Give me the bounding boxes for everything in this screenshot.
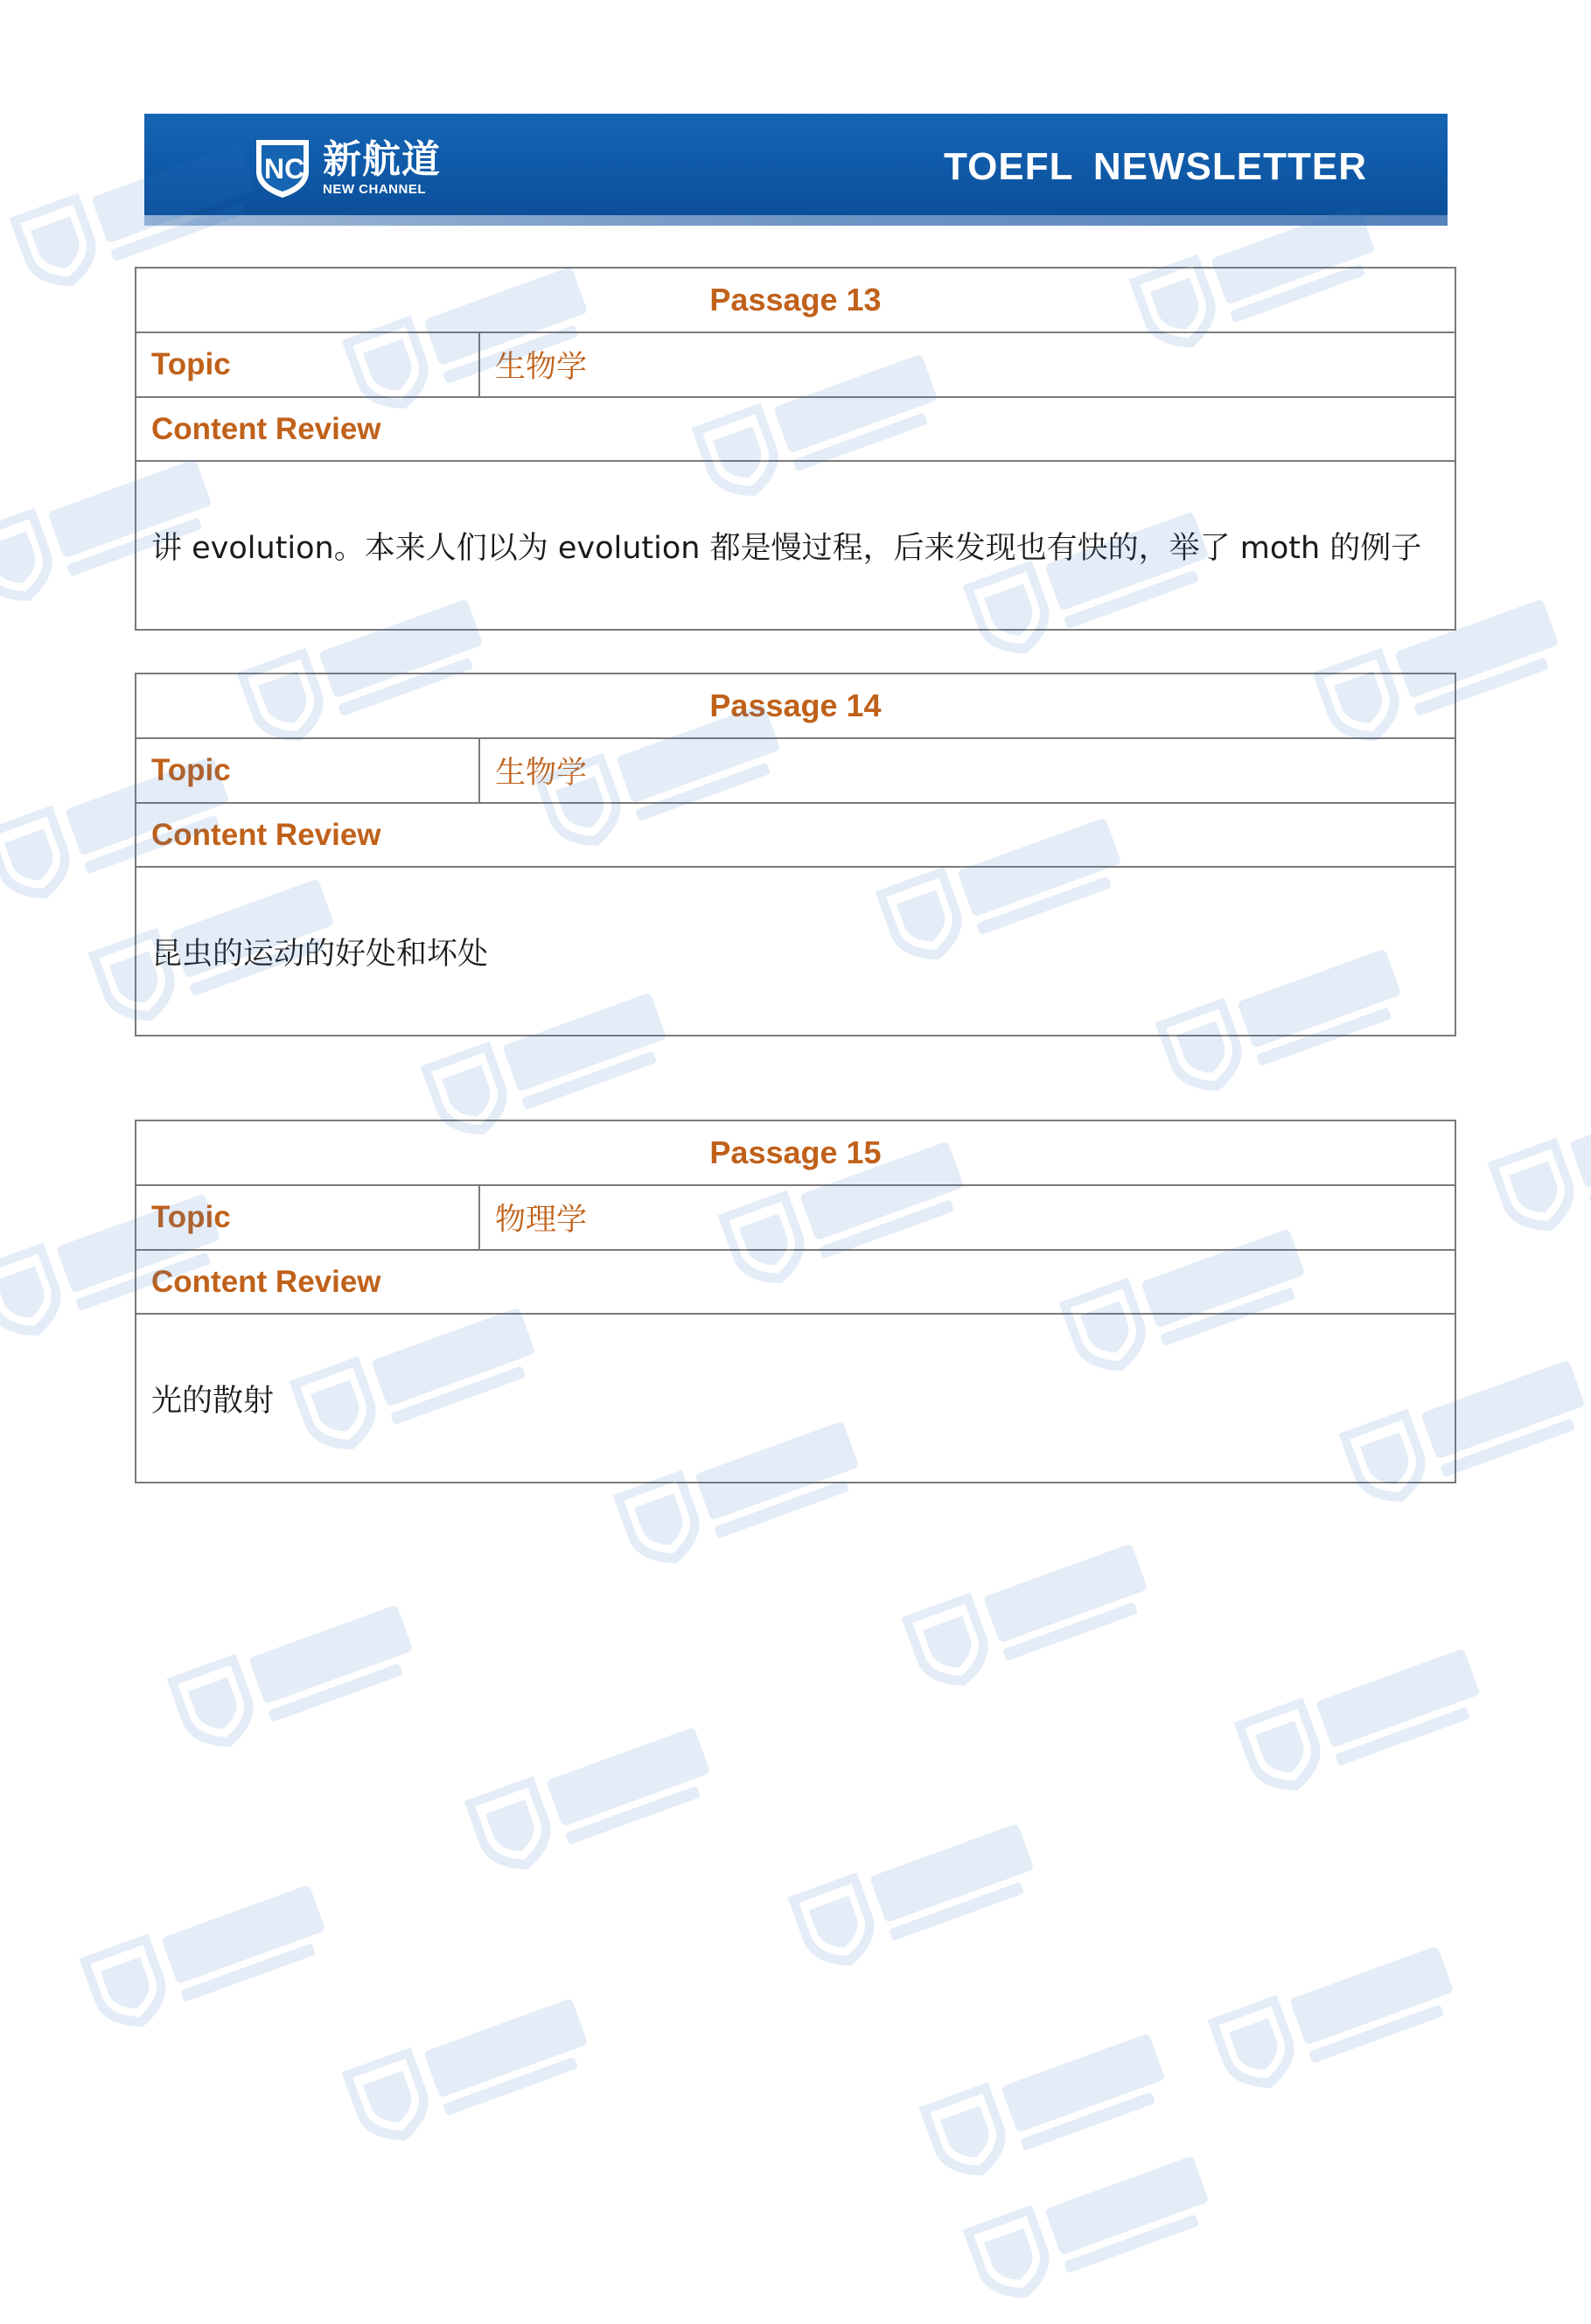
content-review-row (136, 398, 1455, 462)
nc-watermark-logo-icon (1196, 1918, 1481, 2115)
newsletter-title: TOEFL NEWSLETTER (944, 145, 1367, 188)
passage-title: Passage 14 (709, 687, 882, 723)
passage-table (135, 267, 1456, 631)
topic-value: 生物学 (495, 350, 588, 385)
nc-watermark-logo-icon (951, 2128, 1236, 2324)
nc-watermark-logo-icon (330, 1971, 615, 2167)
passage-title-row (136, 1121, 1455, 1186)
content-text: 光的散射 (151, 1383, 275, 1419)
nc-watermark-logo-icon (776, 1796, 1061, 1992)
passage-title-row (136, 674, 1455, 739)
content-review-row (136, 1251, 1455, 1315)
svg-text:NC: NC (264, 153, 305, 185)
passage-title-row (136, 269, 1455, 333)
topic-label: Topic (151, 1200, 231, 1234)
topic-label: Topic (151, 753, 231, 787)
content-review-label: Content Review (151, 411, 381, 446)
nc-watermark-logo-icon (890, 1516, 1175, 1713)
topic-row (136, 333, 1455, 398)
header-banner (144, 114, 1448, 226)
content-text: 昆虫的运动的好处和坏处 (151, 936, 489, 972)
nc-watermark-logo-icon (907, 2006, 1192, 2202)
content-review-label: Content Review (151, 1264, 381, 1299)
topic-value: 物理学 (495, 1203, 588, 1238)
topic-row (136, 739, 1455, 804)
content-row (136, 868, 1455, 1035)
banner-stripe (144, 215, 1448, 226)
content-row (136, 1315, 1455, 1482)
nc-watermark-logo-icon (1476, 1061, 1591, 1258)
content-review-row (136, 804, 1455, 868)
nc-watermark-logo-icon (67, 1857, 352, 2054)
topic-value: 生物学 (495, 756, 588, 791)
nc-watermark-logo-icon (452, 1699, 737, 1896)
content-review-label: Content Review (151, 817, 381, 852)
nc-watermark-logo-icon (155, 1577, 440, 1774)
content-text: 讲 evolution。本来人们以为 evolution 都是慢过程，后来发现也有快的，举了 moth 的例子 (151, 530, 1422, 566)
logo-english-name: NEW CHANNEL (323, 181, 426, 197)
topic-label: Topic (151, 347, 231, 381)
passage-title: Passage 15 (709, 1134, 882, 1170)
passage-table (135, 673, 1456, 1036)
nc-shield-logo-icon (251, 135, 314, 201)
nc-watermark-logo-icon (1222, 1621, 1507, 1818)
brand-logo (251, 133, 441, 203)
topic-row (136, 1186, 1455, 1251)
content-row (136, 462, 1455, 629)
passage-table (135, 1120, 1456, 1483)
passage-title: Passage 13 (709, 282, 882, 318)
logo-chinese-name: 新航道 (323, 136, 441, 182)
